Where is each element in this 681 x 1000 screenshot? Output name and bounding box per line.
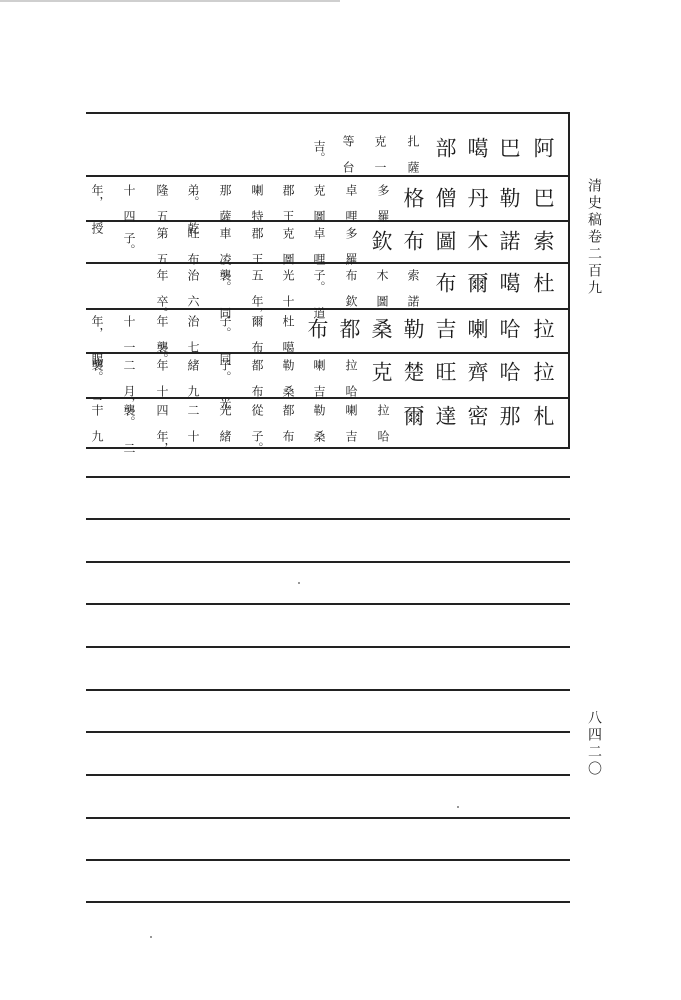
note-column: 治 六 (186, 269, 200, 307)
note-column: 都 布 (281, 404, 295, 442)
name-char: 巴 (497, 137, 521, 158)
page-top-rule (0, 0, 340, 2)
row-divider (86, 175, 570, 177)
name-char: 爾 (465, 272, 489, 293)
note-column: 十 四 (122, 184, 136, 222)
name-char: 勒 (401, 318, 425, 339)
name-char: 杜 (531, 272, 555, 293)
name-char: 哈 (497, 318, 521, 339)
note-column: 年 十 (155, 359, 169, 397)
name-char: 欽 (369, 230, 393, 251)
note-column: 吉。 (312, 140, 326, 164)
note-column: 多 羅 (344, 227, 358, 265)
note-column: 克 一 (373, 135, 387, 173)
note-column: 年 襲。 (155, 315, 169, 365)
note-column: 都 布 (250, 359, 264, 397)
note-column: 勒 桑 (312, 404, 326, 442)
note-column: 十 一 (122, 315, 136, 353)
note-column: 弟。 乾 (186, 184, 200, 234)
row-divider (86, 397, 570, 399)
note-column: 索 諾 (406, 269, 420, 307)
empty-row-divider (86, 859, 570, 861)
name-char: 丹 (465, 187, 489, 208)
empty-row-divider (86, 476, 570, 478)
note-column: 五 年， (250, 269, 264, 319)
name-char: 木 (465, 230, 489, 251)
note-column: 光 緒 (218, 404, 232, 442)
note-column: 隆 五 (155, 184, 169, 222)
note-column: 十 九 (90, 404, 104, 442)
name-char: 諾 (497, 230, 521, 251)
name-char: 圖 (433, 230, 457, 251)
name-char: 布 (401, 230, 425, 251)
note-column: 二 十 (186, 404, 200, 442)
note-column: 喇 特 (250, 184, 264, 222)
note-column: 克 圖 (312, 184, 326, 222)
name-char: 爾 (401, 405, 425, 426)
note-column: 襲。 同 (218, 269, 232, 319)
note-column: 緒 九 (186, 359, 200, 397)
table-top-border (86, 112, 570, 114)
empty-row-divider (86, 689, 570, 691)
note-column: 郡 王 (281, 184, 295, 222)
name-char: 密 (465, 405, 489, 426)
note-column: 旺 布 (186, 227, 200, 265)
note-column: 四 年， (155, 404, 169, 454)
note-column: 年， 授 (90, 184, 104, 234)
name-char: 旺 (433, 361, 457, 382)
note-column: 爾 布 (250, 315, 264, 353)
name-char: 噶 (465, 137, 489, 158)
note-column: 郡 王 (250, 227, 264, 265)
ink-speck (298, 582, 300, 584)
name-char: 札 (531, 405, 555, 426)
name-char: 部 (433, 137, 457, 158)
note-column: 年 卒。 (155, 269, 169, 319)
note-column: 那 薩 (218, 184, 232, 222)
note-column: 喇 吉 (312, 359, 326, 397)
note-column: 卓 哩 (312, 227, 326, 265)
note-column: 扎 薩 (406, 135, 420, 173)
empty-row-divider (86, 518, 570, 520)
empty-row-divider (86, 731, 570, 733)
note-column: 杜 噶 (281, 315, 295, 353)
note-column: 從 子。 (250, 404, 264, 454)
note-column: 光 十 (281, 269, 295, 307)
name-char: 格 (401, 187, 425, 208)
note-column: 拉 哈 (344, 359, 358, 397)
note-column: 襲。 二 (122, 404, 136, 454)
note-column: 子。 道 (312, 269, 326, 319)
name-char: 吉 (433, 318, 457, 339)
name-char: 那 (497, 405, 521, 426)
name-char: 都 (337, 318, 361, 339)
note-column: 子。 光 (218, 359, 232, 409)
name-char: 楚 (401, 361, 425, 382)
ink-speck (150, 936, 152, 938)
note-column: 布 欽 (344, 269, 358, 307)
empty-row-divider (86, 646, 570, 648)
note-column: 喇 吉 (344, 404, 358, 442)
name-char: 阿 (531, 137, 555, 158)
name-char: 索 (531, 230, 555, 251)
note-column: 車 凌 (218, 227, 232, 265)
name-char: 齊 (465, 361, 489, 382)
name-char: 噶 (497, 272, 521, 293)
name-char: 哈 (497, 361, 521, 382)
name-char: 喇 (465, 318, 489, 339)
note-column: 年， 賜 (90, 315, 104, 365)
note-column: 子。 (122, 232, 136, 256)
note-column: 襲。 二 (90, 359, 104, 409)
note-column: 勒 桑 (281, 359, 295, 397)
name-char: 布 (433, 272, 457, 293)
note-column: 二 月， (122, 359, 136, 409)
note-column: 治 七 (186, 315, 200, 353)
ink-speck (457, 806, 459, 808)
name-char: 巴 (531, 187, 555, 208)
name-char: 拉 (531, 318, 555, 339)
name-char: 達 (433, 405, 457, 426)
name-char: 拉 (531, 361, 555, 382)
note-column: 木 圖 (375, 269, 389, 307)
note-column: 多 羅 (376, 184, 390, 222)
empty-row-divider (86, 603, 570, 605)
side-title: 清史稿卷二百九 (586, 178, 602, 297)
note-column: 卓 哩 (344, 184, 358, 222)
table-bottom-border (86, 901, 570, 903)
name-char: 勒 (497, 187, 521, 208)
note-column: 第 五 (155, 227, 169, 265)
empty-row-divider (86, 817, 570, 819)
note-column: 拉 哈 (376, 404, 390, 442)
empty-row-divider (86, 561, 570, 563)
name-char: 僧 (433, 187, 457, 208)
name-char: 克 (369, 361, 393, 382)
page-number: 八四二〇 (586, 710, 602, 778)
empty-row-divider (86, 774, 570, 776)
note-column: 克 圖 (281, 227, 295, 265)
name-char: 布 (305, 318, 329, 339)
name-char: 桑 (369, 318, 393, 339)
note-column: 子。 同 (218, 315, 232, 365)
note-column: 等 台 (341, 135, 355, 173)
